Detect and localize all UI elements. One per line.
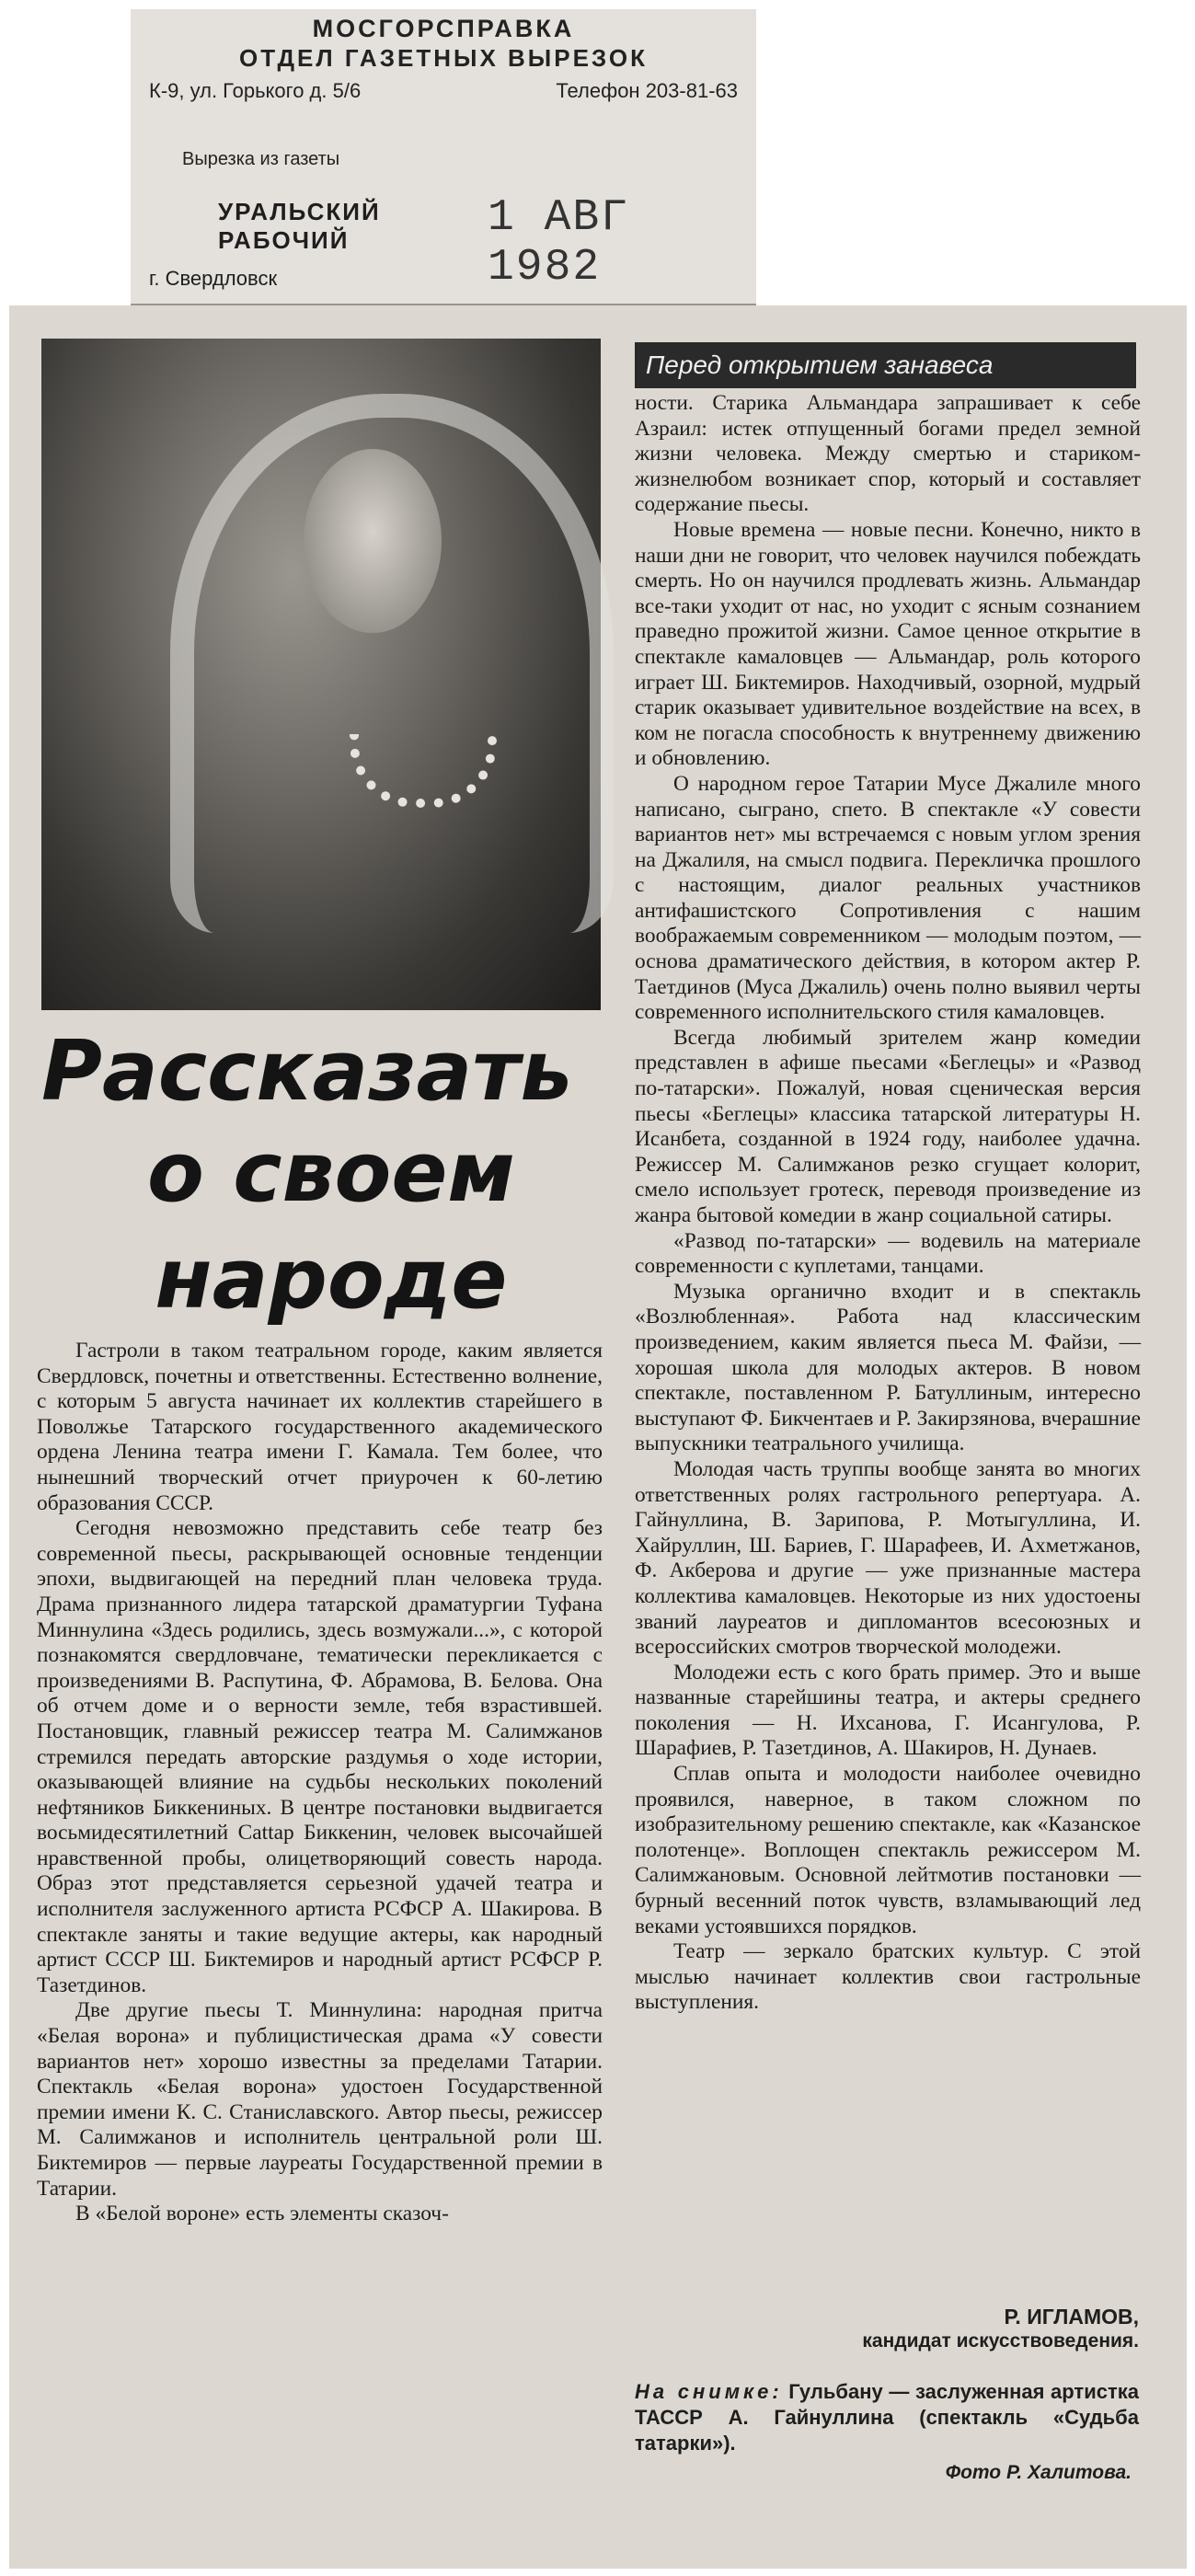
headline-line2: о своем — [147, 1124, 515, 1221]
article-column-right — [635, 391, 1141, 2314]
org-address: К-9, ул. Горького д. 5/6 — [149, 79, 362, 102]
headline-line1: Рассказать — [41, 1023, 573, 1120]
paragraph: О народном герое Татарии Мусе Джалиле много написано, сыграно, спето. В спектакле «У совести вариантов нет» мы встречаемся с новым углом зрения на Джалиля, на смысл подвига. Перекличка прошлого с настоящим, диалог реальных участников антифашистского Сопротивления с нашим воображаемым современником — молодым поэтом, — основа драматического действия, в котором актер Р. Таетдинов (Муса Джалиль) очень полно выявил черты современного исполнительского стиля камаловцев. — [635, 771, 1141, 1025]
clipping-service-stamp — [131, 9, 756, 305]
cutting-label: Вырезка из газеты — [182, 149, 340, 169]
paragraph: Театр — зеркало братских культур. С этой мыслью начинает коллектив свои гастрольные выступления. — [635, 1939, 1141, 2015]
org-name: МОСГОРСПРАВКА — [312, 15, 575, 42]
paragraph: «Развод по-татарски» — водевиль на материале современности с куплетами, танцами. — [635, 1228, 1141, 1279]
actress-photo — [41, 339, 601, 1010]
clipping-date: 1 АВГ 1982 — [488, 193, 630, 293]
article-column-left — [37, 1339, 603, 2567]
newspaper-name-line2: РАБОЧИЙ — [218, 226, 350, 254]
caption-text: Гульбану — заслуженная артистка ТАССР А. Гайнуллина (спектакль «Судьба татарки»). — [635, 2380, 1139, 2455]
face-shape — [304, 449, 442, 633]
paragraph: Всегда любимый зрителем жанр комедии представлен в афише пьесами «Беглецы» и «Развод по-татарски». Пожалуй, новая сценическая версия пьесы «Беглецы» классика татарской литературы Н. Исанбета, созданной в 1924 году, наиболее удачна. Режиссер М. Салимжанов резко сгущает колорит, смело использует гротеск, переводя произведение из жанра бытовой комедии в жанр социальной сатиры. — [635, 1025, 1141, 1227]
org-phone: Телефон 203-81-63 — [556, 79, 738, 102]
paragraph: Молодая часть труппы вообще занята во многих ответственных ролях гастрольного репертуара. А. Гайнуллина, В. Зарипова, Р. Мотыгуллина, И. Хайруллин, Ш. Бариев, Г. Шарафеев, И. Ахметжанов, Ф. Акберова и другие — уже признанные мастера коллектива камаловцев. Некоторые из них удостоены званий лауреатов и дипломантов всесоюзных и всероссийских смотров творческой молодежи. — [635, 1456, 1141, 1660]
paragraph: Новые времена — новые песни. Конечно, никто в наши дни не говорит, что человек научился побеждать смерть. Но он научился продлевать жизнь. Альмандар все-таки уходит от нас, но уходит с ясным сознанием праведно прожитой жизни. Самое ценное открытие в спектакле камаловцев — Альмандар, роль которого играет Ш. Биктемиров. Находчивый, озорной, мудрый старик оказывает удивительное воздействие на всех, в ком не погасла способность к внутреннему движению и обновлению. — [635, 517, 1141, 771]
photo-caption — [635, 2379, 1139, 2456]
paragraph: Сегодня невозможно представить себе театр без современной пьесы, раскрывающей основные тенденции эпохи, выдвигающей на передний план человека труда. Драма признанного лидера татарской драматургии Туфана Миннулина «Здесь родились, здесь возмужали...», с которой познакомятся свердловчане, тематически перекликается с произведениями В. Распутина, Ф. Абрамова, В. Белова. Она об отчем доме и о верности земле, тебя взрастившей. Постановщик, главный режиссер театра М. Салимжанов стремился передать авторские раздумья о ходе истории, оказывающей влияние на судьбы нескольких поколений нефтяников Биккениных. В центре постановки выдвигается восьмидесятилетний Сattар Биккенин, человек высочайшей нравственной пробы, олицетворяющий совесть народа. Образ этот представляется серьезной удачей театра и исполнителя заслуженного артиста РСФСР А. Шакирова. В спектакле заняты и такие ведущие актеры, как народный артист СССР Ш. Биктемиров и народный артист РСФСР Р. Тазетдинов. — [37, 1516, 603, 1997]
paragraph: ности. Старика Альмандара запрашивает к себе Азраил: истек отпущенный богами предел земной жизни человека. Между смертью и стариком-жизнелюбом возникает спор, который и составляет содержание пьесы. — [635, 391, 1141, 517]
author-name: Р. ИГЛАМОВ, — [1004, 2305, 1139, 2329]
newspaper-name-line1: УРАЛЬСКИЙ — [218, 198, 381, 225]
paragraph: Молодежи есть с кого брать пример. Это и выше названные старейшины театра, и актеры среднего поколения — Н. Ихсанова, Г. Исангулова, Р. Шарафиев, Р. Тазетдинов, А. Шакиров, Н. Дунаев. — [635, 1660, 1141, 1761]
paragraph: Музыка органично входит и в спектакль «Возлюбленная». Работа над классическим произведением, каким является пьеса М. Файзи, — хорошая школа для молодых актеров. В новом спектакле, поставленном Р. Батуллиным, интересно выступают Ф. Бикчентаев и Р. Закирзянова, вчерашние выпускники театрального училища. — [635, 1279, 1141, 1456]
author-role: кандидат искусствоведения. — [862, 2330, 1139, 2352]
paragraph: Две другие пьесы Т. Миннулина: народная притча «Белая ворона» и публицистическая драма «У совести вариантов нет» хорошо известны за пределами Татарии. Спектакль «Белая ворона» удостоен Государственной премии имени К. С. Станиславского. Автор пьесы, режиссер М. Салимжанов и исполнитель центральной роли Ш. Биктемиров — первые лауреаты Государственной премии в Татарии. — [37, 1998, 603, 2201]
org-department: ОТДЕЛ ГАЗЕТНЫХ ВЫРЕЗОК — [239, 44, 648, 72]
headline-line3: народе — [155, 1231, 508, 1328]
rubric-banner: Перед открытием занавеса — [635, 342, 1136, 388]
caption-lead: На снимке: — [635, 2380, 783, 2403]
paragraph: В «Белой вороне» есть элементы сказоч- — [75, 2202, 449, 2226]
paragraph: Сплав опыта и молодости наиболее очевидно проявился, наверное, в таком сложном по изобразительному решению спектакле, как «Казанское полотенце». Воплощен спектакль режиссером М. Салимжановым. Основной лейтмотив постановки — бурный весенний поток чувств, взламывающий лед веками устоявшихся порядков. — [635, 1762, 1141, 1938]
paragraph: Гастроли в таком театральном городе, каким является Свердловск, почетны и ответственны. Естественно волнение, с которым 5 августа начинает их коллектив старейшего в Поволжье Татарского государственного академического ордена Ленина театра имени Г. Камала. Тем более, что нынешний творческий отчет приурочен к 60-летию образования СССР. — [37, 1339, 603, 1515]
photo-credit: Фото Р. Халитова. — [945, 2462, 1132, 2483]
newspaper-city: г. Свердловск — [149, 267, 278, 290]
